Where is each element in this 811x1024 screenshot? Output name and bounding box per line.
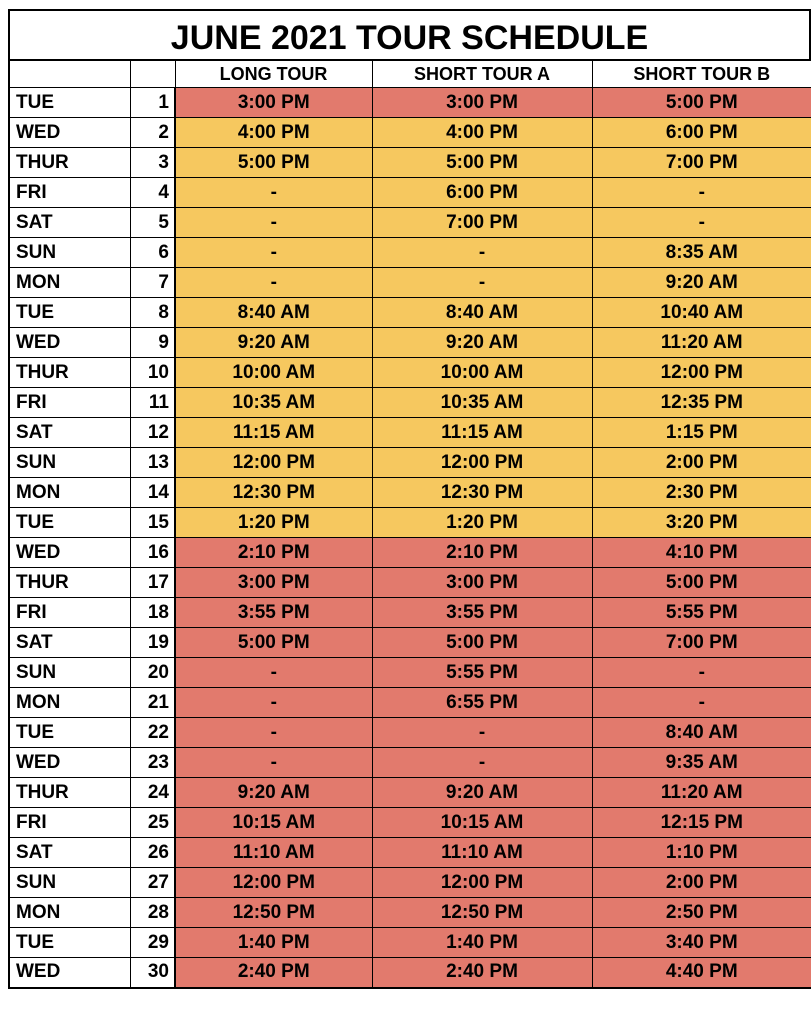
schedule-row <box>9 928 811 958</box>
header-cell-day[interactable] <box>9 61 130 88</box>
short-tour-b-cell[interactable]: 5:55 PM <box>592 598 811 628</box>
day-cell[interactable]: WED <box>9 118 130 148</box>
day-cell[interactable]: WED <box>9 328 130 358</box>
short-tour-a-cell[interactable]: 12:00 PM <box>372 868 592 898</box>
day-cell[interactable]: FRI <box>9 178 130 208</box>
day-cell[interactable]: FRI <box>9 388 130 418</box>
short-tour-a-cell[interactable]: 1:20 PM <box>372 508 592 538</box>
day-cell[interactable]: SAT <box>9 418 130 448</box>
date-cell[interactable]: 9 <box>130 328 175 358</box>
short-tour-b-cell[interactable]: 2:00 PM <box>592 448 811 478</box>
day-cell[interactable]: THUR <box>9 358 130 388</box>
short-tour-b-cell[interactable]: 1:15 PM <box>592 418 811 448</box>
short-tour-a-cell[interactable]: - <box>372 268 592 298</box>
header-cell-date[interactable] <box>130 61 175 88</box>
short-tour-b-cell[interactable]: - <box>592 208 811 238</box>
schedule-row <box>9 688 811 718</box>
short-tour-b-cell[interactable]: 11:20 AM <box>592 328 811 358</box>
long-tour-cell[interactable]: 11:10 AM <box>175 838 372 868</box>
long-tour-cell[interactable]: 4:00 PM <box>175 118 372 148</box>
schedule-row <box>9 718 811 748</box>
day-cell[interactable]: WED <box>9 958 130 988</box>
short-tour-b-cell[interactable]: 7:00 PM <box>592 148 811 178</box>
schedule-row <box>9 508 811 538</box>
short-tour-a-cell[interactable]: 4:00 PM <box>372 118 592 148</box>
schedule-row <box>9 358 811 388</box>
long-tour-cell[interactable]: - <box>175 748 372 778</box>
short-tour-a-cell[interactable]: 9:20 AM <box>372 328 592 358</box>
date-cell[interactable]: 1 <box>130 88 175 118</box>
day-cell[interactable]: SUN <box>9 238 130 268</box>
date-cell[interactable]: 21 <box>130 688 175 718</box>
short-tour-a-cell[interactable]: 5:55 PM <box>372 658 592 688</box>
schedule-row <box>9 328 811 358</box>
schedule-row <box>9 898 811 928</box>
day-cell[interactable]: THUR <box>9 148 130 178</box>
schedule-row <box>9 448 811 478</box>
short-tour-b-cell[interactable]: 3:20 PM <box>592 508 811 538</box>
short-tour-b-cell[interactable]: 11:20 AM <box>592 778 811 808</box>
long-tour-cell[interactable]: 5:00 PM <box>175 628 372 658</box>
header-long-tour[interactable]: LONG TOUR <box>175 61 372 88</box>
sheet-title[interactable]: JUNE 2021 TOUR SCHEDULE <box>8 9 811 60</box>
short-tour-a-cell[interactable]: 11:15 AM <box>372 418 592 448</box>
short-tour-a-cell[interactable]: 1:40 PM <box>372 928 592 958</box>
day-cell[interactable]: MON <box>9 268 130 298</box>
day-cell[interactable]: FRI <box>9 808 130 838</box>
short-tour-a-cell[interactable]: 12:00 PM <box>372 448 592 478</box>
schedule-row <box>9 838 811 868</box>
schedule-row <box>9 178 811 208</box>
short-tour-a-cell[interactable]: 6:00 PM <box>372 178 592 208</box>
short-tour-a-cell[interactable]: 2:40 PM <box>372 958 592 988</box>
date-cell[interactable]: 17 <box>130 568 175 598</box>
short-tour-a-cell[interactable]: 3:55 PM <box>372 598 592 628</box>
long-tour-cell[interactable]: 12:00 PM <box>175 448 372 478</box>
long-tour-cell[interactable]: 9:20 AM <box>175 778 372 808</box>
day-cell[interactable]: TUE <box>9 928 130 958</box>
day-cell[interactable]: WED <box>9 748 130 778</box>
schedule-row <box>9 88 811 118</box>
long-tour-cell[interactable]: 2:40 PM <box>175 958 372 988</box>
day-cell[interactable]: SAT <box>9 628 130 658</box>
date-cell[interactable]: 3 <box>130 148 175 178</box>
day-cell[interactable]: TUE <box>9 718 130 748</box>
short-tour-a-cell[interactable]: 8:40 AM <box>372 298 592 328</box>
short-tour-a-cell[interactable]: 11:10 AM <box>372 838 592 868</box>
schedule-row <box>9 808 811 838</box>
schedule-row <box>9 208 811 238</box>
long-tour-cell[interactable]: 3:00 PM <box>175 88 372 118</box>
long-tour-cell[interactable]: 3:00 PM <box>175 568 372 598</box>
day-cell[interactable]: TUE <box>9 88 130 118</box>
tour-schedule-sheet <box>8 9 811 989</box>
schedule-row <box>9 568 811 598</box>
day-cell[interactable]: MON <box>9 688 130 718</box>
date-cell[interactable]: 6 <box>130 238 175 268</box>
long-tour-cell[interactable]: 1:40 PM <box>175 928 372 958</box>
date-cell[interactable]: 5 <box>130 208 175 238</box>
long-tour-cell[interactable]: - <box>175 238 372 268</box>
short-tour-a-cell[interactable]: 5:00 PM <box>372 628 592 658</box>
date-cell[interactable]: 22 <box>130 718 175 748</box>
short-tour-a-cell[interactable]: 12:30 PM <box>372 478 592 508</box>
date-cell[interactable]: 10 <box>130 358 175 388</box>
schedule-row <box>9 478 811 508</box>
short-tour-b-cell[interactable]: 9:35 AM <box>592 748 811 778</box>
schedule-row <box>9 778 811 808</box>
date-cell[interactable]: 16 <box>130 538 175 568</box>
long-tour-cell[interactable]: 2:10 PM <box>175 538 372 568</box>
short-tour-b-cell[interactable]: 2:00 PM <box>592 868 811 898</box>
short-tour-a-cell[interactable]: 12:50 PM <box>372 898 592 928</box>
date-cell[interactable]: 20 <box>130 658 175 688</box>
short-tour-b-cell[interactable]: 1:10 PM <box>592 838 811 868</box>
day-cell[interactable]: MON <box>9 478 130 508</box>
short-tour-a-cell[interactable]: 10:00 AM <box>372 358 592 388</box>
long-tour-cell[interactable]: - <box>175 658 372 688</box>
short-tour-b-cell[interactable]: 12:15 PM <box>592 808 811 838</box>
schedule-row <box>9 538 811 568</box>
date-cell[interactable]: 14 <box>130 478 175 508</box>
schedule-row <box>9 748 811 778</box>
long-tour-cell[interactable]: 8:40 AM <box>175 298 372 328</box>
date-cell[interactable]: 26 <box>130 838 175 868</box>
long-tour-cell[interactable]: - <box>175 688 372 718</box>
long-tour-cell[interactable]: 11:15 AM <box>175 418 372 448</box>
date-cell[interactable]: 2 <box>130 118 175 148</box>
schedule-row <box>9 628 811 658</box>
short-tour-b-cell[interactable]: 5:00 PM <box>592 568 811 598</box>
date-cell[interactable]: 13 <box>130 448 175 478</box>
long-tour-cell[interactable]: 5:00 PM <box>175 148 372 178</box>
short-tour-b-cell[interactable]: - <box>592 658 811 688</box>
day-cell[interactable]: SUN <box>9 448 130 478</box>
date-cell[interactable]: 27 <box>130 868 175 898</box>
date-cell[interactable]: 15 <box>130 508 175 538</box>
schedule-row <box>9 118 811 148</box>
short-tour-a-cell[interactable]: 3:00 PM <box>372 88 592 118</box>
short-tour-a-cell[interactable]: 6:55 PM <box>372 688 592 718</box>
schedule-table <box>8 60 811 989</box>
long-tour-cell[interactable]: - <box>175 208 372 238</box>
short-tour-a-cell[interactable]: 10:35 AM <box>372 388 592 418</box>
short-tour-b-cell[interactable]: 12:00 PM <box>592 358 811 388</box>
short-tour-a-cell[interactable]: 5:00 PM <box>372 148 592 178</box>
date-cell[interactable]: 7 <box>130 268 175 298</box>
long-tour-cell[interactable]: 1:20 PM <box>175 508 372 538</box>
schedule-row <box>9 238 811 268</box>
short-tour-a-cell[interactable]: 2:10 PM <box>372 538 592 568</box>
date-cell[interactable]: 18 <box>130 598 175 628</box>
date-cell[interactable]: 11 <box>130 388 175 418</box>
long-tour-cell[interactable]: - <box>175 718 372 748</box>
date-cell[interactable]: 29 <box>130 928 175 958</box>
day-cell[interactable]: THUR <box>9 568 130 598</box>
day-cell[interactable]: SAT <box>9 208 130 238</box>
short-tour-b-cell[interactable]: 8:35 AM <box>592 238 811 268</box>
short-tour-b-cell[interactable]: 4:40 PM <box>592 958 811 988</box>
long-tour-cell[interactable]: 12:30 PM <box>175 478 372 508</box>
day-cell[interactable]: SAT <box>9 838 130 868</box>
short-tour-b-cell[interactable]: - <box>592 688 811 718</box>
short-tour-a-cell[interactable]: - <box>372 718 592 748</box>
schedule-row <box>9 598 811 628</box>
day-cell[interactable]: TUE <box>9 508 130 538</box>
short-tour-b-cell[interactable]: 7:00 PM <box>592 628 811 658</box>
schedule-row <box>9 868 811 898</box>
date-cell[interactable]: 19 <box>130 628 175 658</box>
short-tour-b-cell[interactable]: 5:00 PM <box>592 88 811 118</box>
short-tour-b-cell[interactable]: 4:10 PM <box>592 538 811 568</box>
date-cell[interactable]: 30 <box>130 958 175 988</box>
long-tour-cell[interactable]: 9:20 AM <box>175 328 372 358</box>
header-short-tour-a[interactable]: SHORT TOUR A <box>372 61 592 88</box>
schedule-row <box>9 298 811 328</box>
long-tour-cell[interactable]: - <box>175 178 372 208</box>
day-cell[interactable]: FRI <box>9 598 130 628</box>
schedule-row <box>9 148 811 178</box>
short-tour-a-cell[interactable]: 9:20 AM <box>372 778 592 808</box>
short-tour-b-cell[interactable]: 9:20 AM <box>592 268 811 298</box>
long-tour-cell[interactable]: 10:35 AM <box>175 388 372 418</box>
date-cell[interactable]: 28 <box>130 898 175 928</box>
day-cell[interactable]: SUN <box>9 658 130 688</box>
short-tour-b-cell[interactable]: 12:35 PM <box>592 388 811 418</box>
long-tour-cell[interactable]: 10:15 AM <box>175 808 372 838</box>
short-tour-b-cell[interactable]: 2:30 PM <box>592 478 811 508</box>
short-tour-b-cell[interactable]: - <box>592 178 811 208</box>
date-cell[interactable]: 23 <box>130 748 175 778</box>
date-cell[interactable]: 12 <box>130 418 175 448</box>
short-tour-a-cell[interactable]: - <box>372 238 592 268</box>
long-tour-cell[interactable]: 3:55 PM <box>175 598 372 628</box>
day-cell[interactable]: TUE <box>9 298 130 328</box>
short-tour-a-cell[interactable]: 7:00 PM <box>372 208 592 238</box>
date-cell[interactable]: 24 <box>130 778 175 808</box>
short-tour-a-cell[interactable]: 3:00 PM <box>372 568 592 598</box>
date-cell[interactable]: 25 <box>130 808 175 838</box>
schedule-row <box>9 418 811 448</box>
long-tour-cell[interactable]: 12:00 PM <box>175 868 372 898</box>
schedule-row <box>9 388 811 418</box>
date-cell[interactable]: 8 <box>130 298 175 328</box>
day-cell[interactable]: SUN <box>9 868 130 898</box>
day-cell[interactable]: WED <box>9 538 130 568</box>
short-tour-b-cell[interactable]: 6:00 PM <box>592 118 811 148</box>
day-cell[interactable]: MON <box>9 898 130 928</box>
short-tour-a-cell[interactable]: - <box>372 748 592 778</box>
day-cell[interactable]: THUR <box>9 778 130 808</box>
long-tour-cell[interactable]: - <box>175 268 372 298</box>
short-tour-a-cell[interactable]: 10:15 AM <box>372 808 592 838</box>
long-tour-cell[interactable]: 10:00 AM <box>175 358 372 388</box>
short-tour-b-cell[interactable]: 10:40 AM <box>592 298 811 328</box>
long-tour-cell[interactable]: 12:50 PM <box>175 898 372 928</box>
short-tour-b-cell[interactable]: 3:40 PM <box>592 928 811 958</box>
schedule-row <box>9 958 811 988</box>
header-row <box>9 61 811 88</box>
short-tour-b-cell[interactable]: 8:40 AM <box>592 718 811 748</box>
schedule-row <box>9 658 811 688</box>
short-tour-b-cell[interactable]: 2:50 PM <box>592 898 811 928</box>
schedule-row <box>9 268 811 298</box>
header-short-tour-b[interactable]: SHORT TOUR B <box>592 61 811 88</box>
date-cell[interactable]: 4 <box>130 178 175 208</box>
